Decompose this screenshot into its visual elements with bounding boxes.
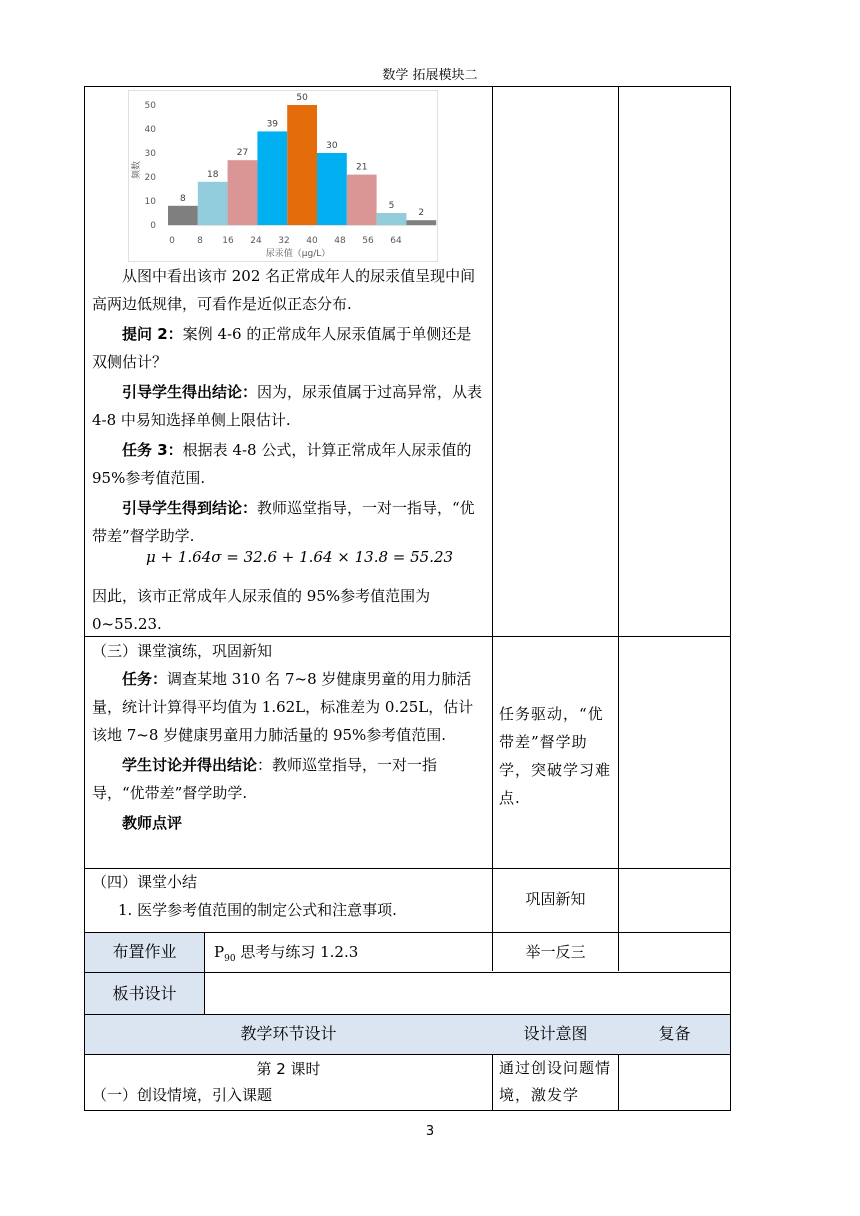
paragraph-task3 xyxy=(92,436,485,492)
y-tick-label: 30 xyxy=(144,149,156,159)
y-tick-label: 40 xyxy=(144,125,156,135)
y-tick-label: 50 xyxy=(144,101,156,111)
bar-value-label: 21 xyxy=(355,162,368,173)
x-tick-label: 0 xyxy=(169,236,175,246)
x-axis-label: 尿汞值（μg/L） xyxy=(265,249,331,259)
table-line xyxy=(204,932,205,1014)
homework-content xyxy=(214,938,489,973)
board-label: 板书设计 xyxy=(112,984,177,1003)
table-line xyxy=(618,86,619,971)
histogram-chart xyxy=(128,90,438,262)
histogram-bar xyxy=(317,153,347,225)
bar-value-label: 5 xyxy=(388,201,395,211)
discussion-label: 学生讨论并得出结论 xyxy=(122,756,258,774)
histogram-bar xyxy=(198,182,228,225)
homework-label: 布置作业 xyxy=(112,942,177,961)
homework-page-number: 90 xyxy=(224,954,236,964)
x-tick-label: 16 xyxy=(222,236,234,246)
histogram-bar xyxy=(228,160,258,225)
homework-text: 思考与练习 1.2.3 xyxy=(235,943,359,961)
lesson2-intent: 通过创设问题情境，激发学 xyxy=(499,1059,612,1104)
header-intent: 设计意图 xyxy=(523,1024,588,1043)
question2-text: 案例 4-6 的正常成年人尿汞值属于单侧还是双侧估计？ xyxy=(92,325,472,371)
page-header: 数学 拓展模块二 xyxy=(382,68,478,83)
section3-intent: 巩固新知 xyxy=(525,890,586,908)
section1-text xyxy=(92,262,485,550)
discussion-text: ：教师巡堂指导，一对一指导，“优带差”督学助学. xyxy=(92,756,438,802)
section2-title: （三）课堂演练，巩固新知 xyxy=(92,642,273,660)
x-tick-label: 48 xyxy=(334,236,346,246)
bar-value-label: 2 xyxy=(418,208,425,219)
lesson2-title: 第 2 课时 xyxy=(256,1060,321,1078)
x-tick-label: 8 xyxy=(197,236,203,246)
bar-value-label: 8 xyxy=(180,193,186,204)
x-tick-label: 56 xyxy=(362,236,374,246)
y-tick-label: 10 xyxy=(144,197,156,207)
histogram-bar xyxy=(406,220,436,225)
summary-item-1: 1. 医学参考值范围的制定公式和注意事项. xyxy=(118,901,397,919)
section3-text xyxy=(92,868,485,924)
paragraph-conclusion: 因此，该市正常成年人尿汞值的 95%参考值范围为 0~55.23. xyxy=(92,587,431,633)
guide1-label: 引导学生得出结论： xyxy=(122,383,258,401)
homework-intent: 举一反三 xyxy=(525,943,586,961)
guide1-text: 因为，尿汞值属于过高异常，从表 4-8 中易知选择单侧上限估计. xyxy=(92,383,483,429)
header-design: 教学环节设计 xyxy=(240,1024,337,1043)
paragraph-discussion xyxy=(92,751,485,807)
y-axis-label: 频数 xyxy=(132,160,142,180)
page-number: 3 xyxy=(425,1124,435,1139)
teacher-review: 教师点评 xyxy=(122,814,183,832)
formula: μ + 1.64σ = 32.6 + 1.64 × 13.8 = 55.23 xyxy=(146,548,454,566)
bar-value-label: 39 xyxy=(266,119,279,130)
guide2-label: 引导学生得到结论： xyxy=(122,499,258,517)
table-line xyxy=(492,86,493,971)
task-label: 任务： xyxy=(122,670,168,688)
section3-title: （四）课堂小结 xyxy=(92,873,198,891)
x-tick-label: 40 xyxy=(306,236,318,246)
bar-value-label: 50 xyxy=(296,93,308,103)
y-tick-label: 0 xyxy=(150,221,156,231)
x-tick-label: 32 xyxy=(278,236,290,246)
bar-value-label: 18 xyxy=(206,169,219,180)
table-line xyxy=(84,86,731,87)
x-tick-label: 64 xyxy=(390,236,402,246)
paragraph-observation: 从图中看出该市 202 名正常成年人的尿汞值呈现中间高两边低规律，可看作是近似正态分布. xyxy=(92,267,476,313)
homework-page-letter: P xyxy=(214,943,225,961)
histogram-bar xyxy=(168,206,198,225)
paragraph-guide1 xyxy=(92,378,485,434)
section2-text xyxy=(92,637,485,837)
task3-text: 根据表 4-8 公式，计算正常成年人尿汞值的 95%参考值范围. xyxy=(92,441,472,487)
bar-value-label: 27 xyxy=(236,148,249,159)
paragraph-guide2 xyxy=(92,494,485,550)
x-tick-label: 24 xyxy=(250,236,262,246)
section2-intent: 任务驱动，“优带差”督学助学，突破学习难点. xyxy=(499,705,612,807)
task-text: 调查某地 310 名 7~8 岁健康男童的用力肺活量，统计计算得平均值为 1.62L，标准差为 0.25L，估计该地 7~8 岁健康男童用力肺活量的 95%参考值范围. xyxy=(92,670,474,744)
histogram-bar xyxy=(377,213,407,225)
y-tick-label: 20 xyxy=(144,173,156,183)
header-review: 复备 xyxy=(658,1024,691,1043)
paragraph-question2 xyxy=(92,320,485,376)
table-line xyxy=(730,86,731,1111)
lesson2-section: （一）创设情境，引入课题 xyxy=(92,1086,273,1104)
histogram-bar xyxy=(257,131,287,225)
histogram-bar xyxy=(287,105,317,225)
paragraph-task xyxy=(92,665,485,749)
task3-label: 任务 3： xyxy=(122,441,183,459)
table-line xyxy=(84,1110,731,1111)
histogram-bar xyxy=(347,175,377,225)
question2-label: 提问 2： xyxy=(122,325,183,343)
guide2-text: 教师巡堂指导，一对一指导，“优带差”督学助学. xyxy=(92,499,475,545)
bar-value-label: 30 xyxy=(326,141,338,151)
